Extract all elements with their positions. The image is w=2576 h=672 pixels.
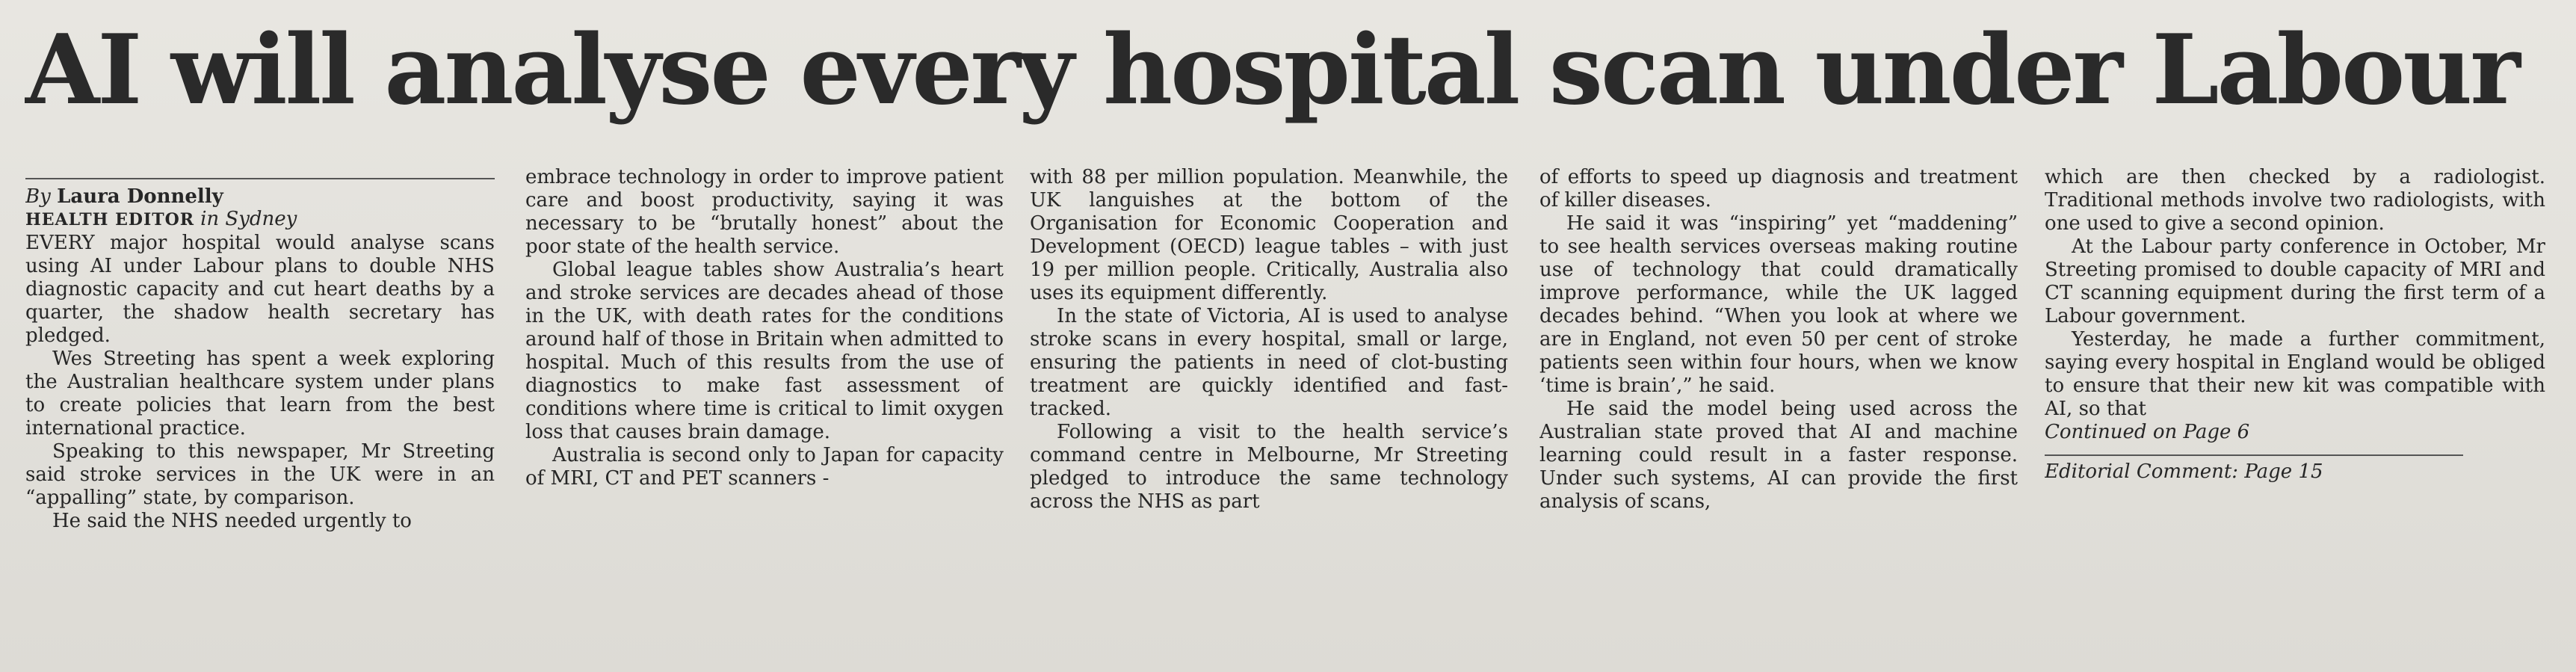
article-paragraph: with 88 per million population. Meanwhile, the UK languishes at the bottom of the Organisation for Economic Cooperation and Development (OECD) league tables – with just 19 per million people. Critically, Australia also uses its equipment differently. — [1030, 166, 1508, 304]
article-column-2 — [525, 166, 1004, 667]
byline-prefix: By — [25, 185, 51, 208]
article-paragraph: Speaking to this newspaper, Mr Streeting said stroke services in the UK were in an “appalling” state, by comparison. — [25, 440, 495, 509]
article-column-1 — [25, 166, 495, 667]
article-paragraph: He said the NHS needed urgently to — [52, 510, 412, 532]
article-column-3 — [1030, 166, 1508, 667]
article-paragraph: Following a visit to the health service’s command centre in Melbourne, Mr Streeting pledged to introduce the same technology across the NHS as part — [1030, 421, 1508, 513]
article-paragraph: which are then checked by a radiologist. Traditional methods involve two radiologists, with one used to give a second opinion. — [2045, 166, 2545, 235]
byline — [25, 185, 495, 208]
article-paragraph: Wes Streeting has spent a week exploring the Australian healthcare system under plans to create policies that learn from the best international practice. — [25, 348, 495, 440]
byline-rule — [25, 178, 495, 179]
author-role: HEALTH EDITOR — [25, 210, 195, 229]
continued-note: Continued on Page 6 — [2045, 421, 2250, 443]
editorial-rule — [2045, 454, 2463, 456]
article-paragraph: embrace technology in order to improve patient care and boost productivity, saying it was necessary to be “brutally honest” about the poor state of the health service. — [525, 166, 1004, 258]
article-paragraph: Yesterday, he made a further commitment, saying every hospital in England would be obliged to ensure that their new kit was compatible with AI, so that — [2045, 328, 2545, 420]
dateline-location: in Sydney — [200, 208, 297, 230]
article-paragraph: He said the model being used across the Australian state proved that AI and machine learning could result in a faster response. Under such systems, AI can provide the first analysis of scans, — [1539, 398, 2018, 513]
article-paragraph: EVERY major hospital would analyse scans using AI under Labour plans to double NHS diagnostic capacity and cut heart deaths by a quarter, the shadow health secretary has pledged. — [25, 232, 495, 347]
article-paragraph: Australia is second only to Japan for capacity of MRI, CT and PET scanners - — [525, 444, 1004, 490]
byline-author: Laura Donnelly — [57, 185, 223, 208]
article-paragraph: of efforts to speed up diagnosis and treatment of killer diseases. — [1539, 166, 2018, 212]
article-paragraph: At the Labour party conference in October, Mr Streeting promised to double capacity of MRI and CT scanning equipment during the first term of a Labour government. — [2045, 235, 2545, 327]
article-paragraph: He said it was “inspiring” yet “maddening” to see health services overseas making routine use of technology that could dramatically improve performance, while the UK lagged decades behind. “When you look at where we are in England, not even 50 per cent of stroke patients seen within four hours, when we know ‘time is brain’,” he said. — [1539, 212, 2018, 397]
headline: AI will analyse every hospital scan under Labour — [25, 14, 2518, 126]
article-paragraph: In the state of Victoria, AI is used to analyse stroke scans in every hospital, small or large, ensuring the patients in need of clot-busting treatment are quickly identified and fast-tracked. — [1030, 305, 1508, 420]
article-column-5 — [2045, 166, 2545, 667]
article-column-4 — [1539, 166, 2018, 667]
byline-role — [25, 208, 495, 232]
article-paragraph: Global league tables show Australia’s heart and stroke services are decades ahead of those in the UK, with death rates for the conditions around half of those in Britain when admitted to hospital. Much of this results from the use of diagnostics to make fast assessment of conditions where time is critical to limit oxygen loss that causes brain damage. — [525, 259, 1004, 443]
editorial-comment-note: Editorial Comment: Page 15 — [2045, 460, 2323, 483]
